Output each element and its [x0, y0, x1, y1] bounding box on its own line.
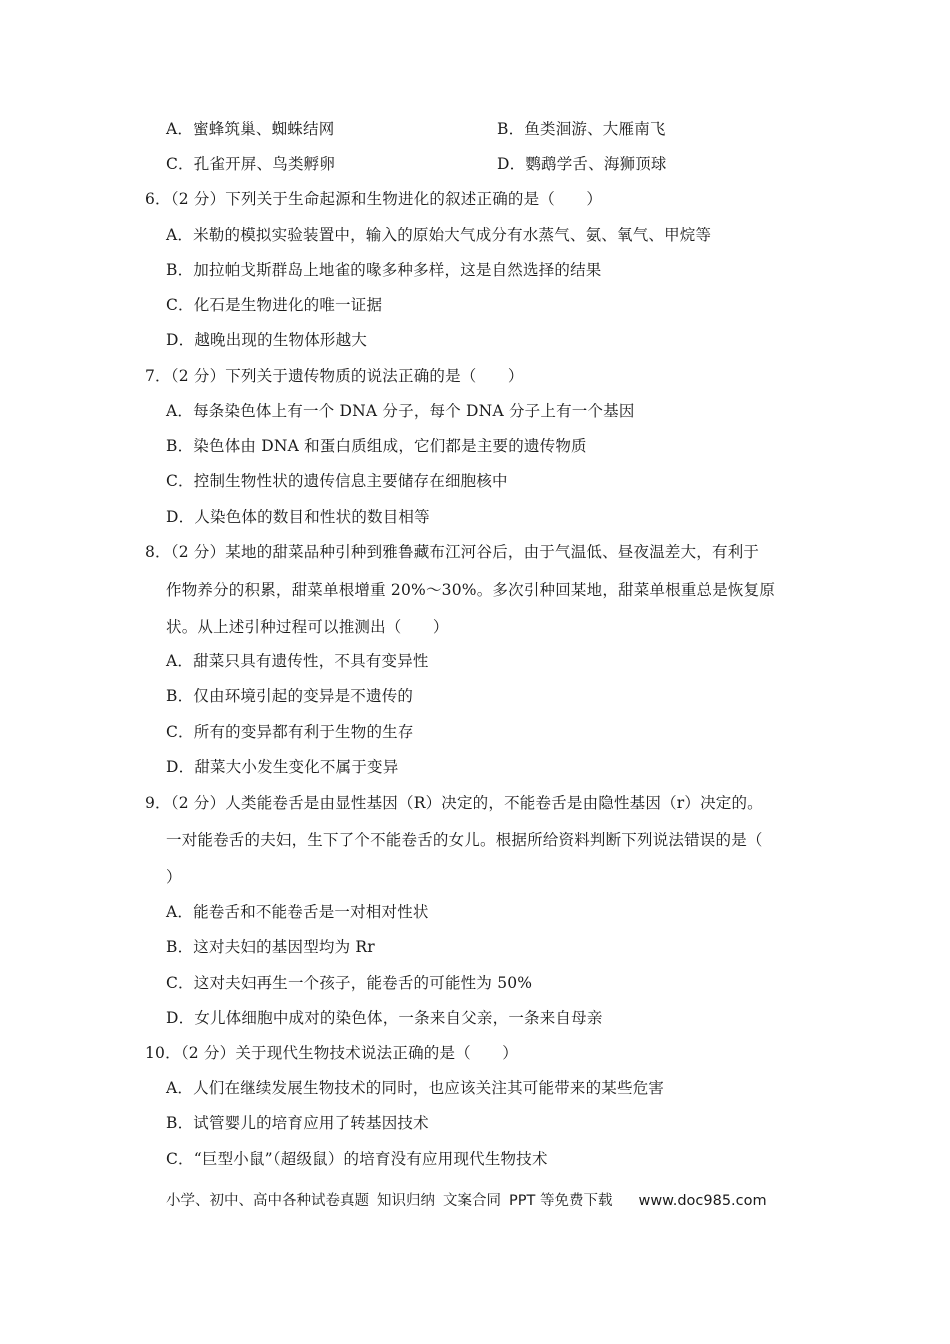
- q9-option-d: D．女儿体细胞中成对的染色体，一条来自父亲，一条来自母亲: [166, 1009, 603, 1027]
- footer-text-4: PPT 等免费下载: [509, 1193, 613, 1209]
- q7-stem: 7．（2 分）下列关于遗传物质的说法正确的是（ ）: [145, 367, 524, 385]
- q6-option-c: C．化石是生物进化的唯一证据: [166, 296, 383, 314]
- q10-stem: 10．（2 分）关于现代生物技术说法正确的是（ ）: [145, 1044, 518, 1062]
- q5-option-b: B．鱼类洄游、大雁南飞: [497, 120, 666, 138]
- q10-option-a: A．人们在继续发展生物技术的同时，也应该关注其可能带来的某些危害: [166, 1079, 665, 1097]
- q9-stem-line-2: 一对能卷舌的夫妇，生下了个不能卷舌的女儿。根据所给资料判断下列说法错误的是（: [166, 831, 763, 849]
- q9-option-a: A．能卷舌和不能卷舌是一对相对性状: [166, 903, 429, 921]
- q5-option-a: A．蜜蜂筑巢、蜘蛛结网: [166, 120, 335, 138]
- q5-option-d: D．鹦鹉学舌、海狮顶球: [497, 155, 667, 173]
- q7-option-b: B．染色体由 DNA 和蛋白质组成，它们都是主要的遗传物质: [166, 437, 587, 455]
- q6-option-a: A．米勒的模拟实验装置中，输入的原始大气成分有水蒸气、氨、氧气、甲烷等: [166, 226, 712, 244]
- footer-url-link[interactable]: www.doc985.com: [638, 1193, 767, 1209]
- q6-stem: 6．（2 分）下列关于生命起源和生物进化的叙述正确的是（ ）: [145, 190, 603, 208]
- q9-option-b: B．这对夫妇的基因型均为 Rr: [166, 938, 375, 956]
- q8-stem-line-3: 状。从上述引种过程可以推测出（ ）: [166, 618, 449, 636]
- footer-text-3: 文案合同: [443, 1193, 501, 1209]
- q8-stem-line-1: 8．（2 分）某地的甜菜品种引种到雅鲁藏布江河谷后，由于气温低、昼夜温差大，有利于: [145, 543, 760, 561]
- q8-option-b: B．仅由环境引起的变异是不遗传的: [166, 687, 414, 705]
- q7-option-d: D．人染色体的数目和性状的数目相等: [166, 508, 430, 526]
- q9-option-c: C．这对夫妇再生一个孩子，能卷舌的可能性为 50%: [166, 974, 533, 992]
- q6-option-d: D．越晚出现的生物体形越大: [166, 331, 368, 349]
- q9-stem-line-3: ）: [166, 868, 182, 886]
- footer-text-1: 小学、初中、高中各种试卷真题: [166, 1193, 369, 1209]
- q9-stem-line-1: 9．（2 分）人类能卷舌是由显性基因（R）决定的，不能卷舌是由隐性基因（r）决定的。: [145, 794, 763, 812]
- q7-option-a: A．每条染色体上有一个 DNA 分子，每个 DNA 分子上有一个基因: [166, 402, 635, 420]
- q8-option-d: D．甜菜大小发生变化不属于变异: [166, 758, 399, 776]
- q8-stem-line-2: 作物养分的积累，甜菜单根增重 20%～30%。多次引种回某地，甜菜单根重总是恢复原: [166, 581, 776, 599]
- q8-option-c: C．所有的变异都有利于生物的生存: [166, 723, 414, 741]
- q7-option-c: C．控制生物性状的遗传信息主要储存在细胞核中: [166, 472, 508, 490]
- page-footer: [166, 1191, 767, 1211]
- q10-option-c: C．“巨型小鼠”（超级鼠）的培育没有应用现代生物技术: [166, 1150, 548, 1168]
- q6-option-b: B．加拉帕戈斯群岛上地雀的喙多种多样，这是自然选择的结果: [166, 261, 602, 279]
- q8-option-a: A．甜菜只具有遗传性，不具有变异性: [166, 652, 429, 670]
- footer-text-2: 知识归纳: [377, 1193, 435, 1209]
- q10-option-b: B．试管婴儿的培育应用了转基因技术: [166, 1114, 429, 1132]
- q5-option-c: C．孔雀开屏、鸟类孵卵: [166, 155, 336, 173]
